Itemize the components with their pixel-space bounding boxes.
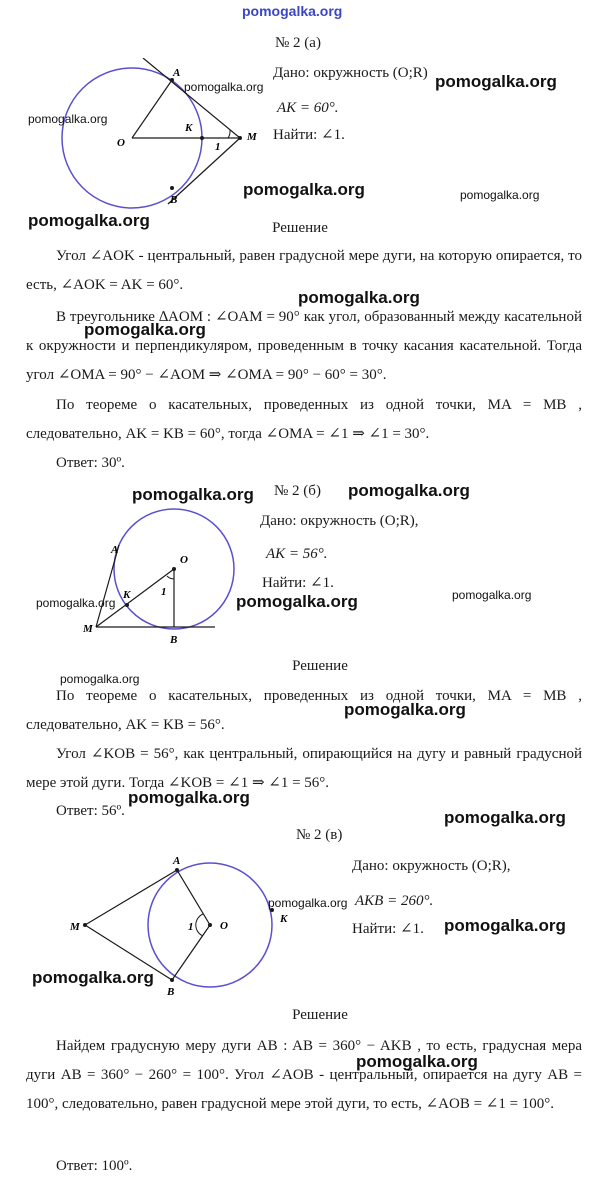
watermark: pomogalka.org	[28, 211, 150, 230]
problem-b-paragraph-2: Угол ∠KOB = 56°, как центральный, опирающийся на дугу и равный градусной мере этой дуги. Тогда ∠KOB = ∠1 ⇒ ∠1 = 56°.	[26, 746, 582, 791]
watermark: pomogalka.org	[444, 916, 566, 935]
diagram-a-label-k: K	[185, 122, 193, 134]
watermark: pomogalka.org	[268, 896, 348, 910]
diagram-b-label-a: A	[111, 544, 119, 556]
watermark: pomogalka.org	[32, 968, 154, 987]
watermark: pomogalka.org	[60, 672, 140, 686]
diagram-c-angle-arc	[196, 914, 203, 936]
diagram-c-label-o: O	[220, 920, 228, 932]
problem-a-given-label: Дано: окружность (O;R)	[273, 65, 428, 81]
problem-a-given-value: AK = 60°.	[277, 100, 339, 116]
diagram-c-segment-bo	[172, 925, 210, 980]
problem-b-title: № 2 (б)	[274, 483, 321, 499]
diagram-b	[75, 505, 240, 650]
diagram-b-tangent-ma	[96, 545, 119, 627]
diagram-b-point-o	[172, 567, 176, 571]
diagram-b-angle-arc	[167, 576, 174, 579]
top-watermark-link[interactable]: pomogalka.org	[242, 3, 343, 19]
diagram-a-label-m: M	[247, 131, 257, 143]
problem-c-answer: Ответ: 100º.	[56, 1158, 133, 1174]
diagram-a-label-o: O	[117, 137, 125, 149]
diagram-b-label-o: O	[180, 554, 188, 566]
problem-a-solution-title: Решение	[272, 220, 328, 236]
diagram-c-label-1: 1	[188, 921, 194, 933]
diagram-b-label-k: K	[123, 589, 131, 601]
diagram-a-point-m	[238, 136, 242, 140]
diagram-a-angle-arc	[228, 130, 230, 138]
diagram-a-segment-oa	[132, 80, 172, 138]
watermark: pomogalka.org	[348, 481, 470, 500]
watermark: pomogalka.org	[132, 485, 254, 504]
watermark: pomogalka.org	[128, 788, 250, 807]
diagram-c-point-m	[83, 923, 87, 927]
watermark: pomogalka.org	[444, 808, 566, 827]
problem-b-paragraph-1: По теореме о касательных, проведенных из одной точки, MA = MB , следовательно, AK = KB = 56°.	[26, 688, 582, 733]
problem-c-paragraph-1: Найдем градусную меру дуги AB : AB = 360° − AKB , то есть, градусная мера дуги AB = 360° − 260° = 100°. Угол ∠AOB - центральный, опирается на дугу AB = 100°, следовательно, равен градусной мере этой дуги, то есть, ∠AOB = ∠1 = 100°.	[26, 1038, 582, 1112]
diagram-c-tangent-ma	[85, 870, 177, 925]
diagram-b-label-1: 1	[161, 586, 167, 598]
watermark: pomogalka.org	[243, 180, 365, 199]
diagram-a-tangent-mb	[168, 138, 240, 204]
watermark: pomogalka.org	[36, 596, 116, 610]
problem-b-find: Найти: ∠1.	[262, 575, 334, 591]
watermark: pomogalka.org	[84, 320, 206, 339]
watermark: pomogalka.org	[28, 112, 108, 126]
diagram-c-label-b: B	[167, 986, 175, 998]
diagram-a-point-k	[200, 136, 204, 140]
problem-b-given-value: AK = 56°.	[266, 546, 328, 562]
problem-a-paragraph-1: Угол ∠AOK - центральный, равен градусной мере дуги, на которую опирается, то есть, ∠AOK = AK = 60°.	[26, 248, 582, 293]
diagram-c-label-m: M	[70, 921, 80, 933]
problem-c-given-label: Дано: окружность (O;R),	[352, 858, 511, 874]
problem-b-given-label: Дано: окружность (O;R),	[260, 513, 419, 529]
watermark: pomogalka.org	[298, 288, 420, 307]
problem-b-answer: Ответ: 56º.	[56, 803, 125, 819]
problem-a-find: Найти: ∠1.	[273, 127, 345, 143]
watermark: pomogalka.org	[236, 592, 358, 611]
diagram-a-label-a: A	[173, 67, 181, 79]
diagram-c-point-o	[208, 923, 212, 927]
diagram-c-segment-ao	[177, 870, 210, 925]
diagram-b-point-k	[125, 603, 129, 607]
diagram-a-point-b	[170, 186, 174, 190]
watermark: pomogalka.org	[344, 700, 466, 719]
problem-a-paragraph-2: В треугольнике ∆AOM : ∠OAM = 90° как угол, образованный между касательной к окружности и перпендикуляром, проведенным в точку касания касательной. Тогда угол ∠OMA = 90° − ∠AOM ⇒ ∠OMA = 90° − 60° = 30°.	[26, 309, 582, 383]
problem-a-answer: Ответ: 30º.	[56, 455, 125, 471]
diagram-c-label-k: K	[280, 913, 288, 925]
watermark: pomogalka.org	[356, 1052, 478, 1071]
watermark: pomogalka.org	[460, 188, 540, 202]
problem-a-paragraph-3: По теореме о касательных, проведенных из одной точки, MA = MB , следовательно, AK = KB = 60°, тогда ∠OMA = ∠1 ⇒ ∠1 = 30°.	[26, 397, 582, 442]
diagram-b-label-b: B	[170, 634, 178, 646]
problem-c-solution-title: Решение	[292, 1007, 348, 1023]
watermark: pomogalka.org	[184, 80, 264, 94]
diagram-c-point-a	[175, 868, 179, 872]
problem-c-title: № 2 (в)	[296, 827, 343, 843]
problem-b-solution-title: Решение	[292, 658, 348, 674]
diagram-a-label-b: B	[170, 194, 178, 206]
diagram-a-label-1: 1	[215, 141, 221, 153]
problem-a-title: № 2 (а)	[275, 35, 321, 51]
problem-c-given-value: AKB = 260°.	[355, 893, 434, 909]
diagram-c-point-b	[170, 978, 174, 982]
watermark: pomogalka.org	[435, 72, 557, 91]
watermark: pomogalka.org	[452, 588, 532, 602]
diagram-b-label-m: M	[83, 623, 93, 635]
diagram-c-label-a: A	[173, 855, 181, 867]
problem-c-find: Найти: ∠1.	[352, 921, 424, 937]
